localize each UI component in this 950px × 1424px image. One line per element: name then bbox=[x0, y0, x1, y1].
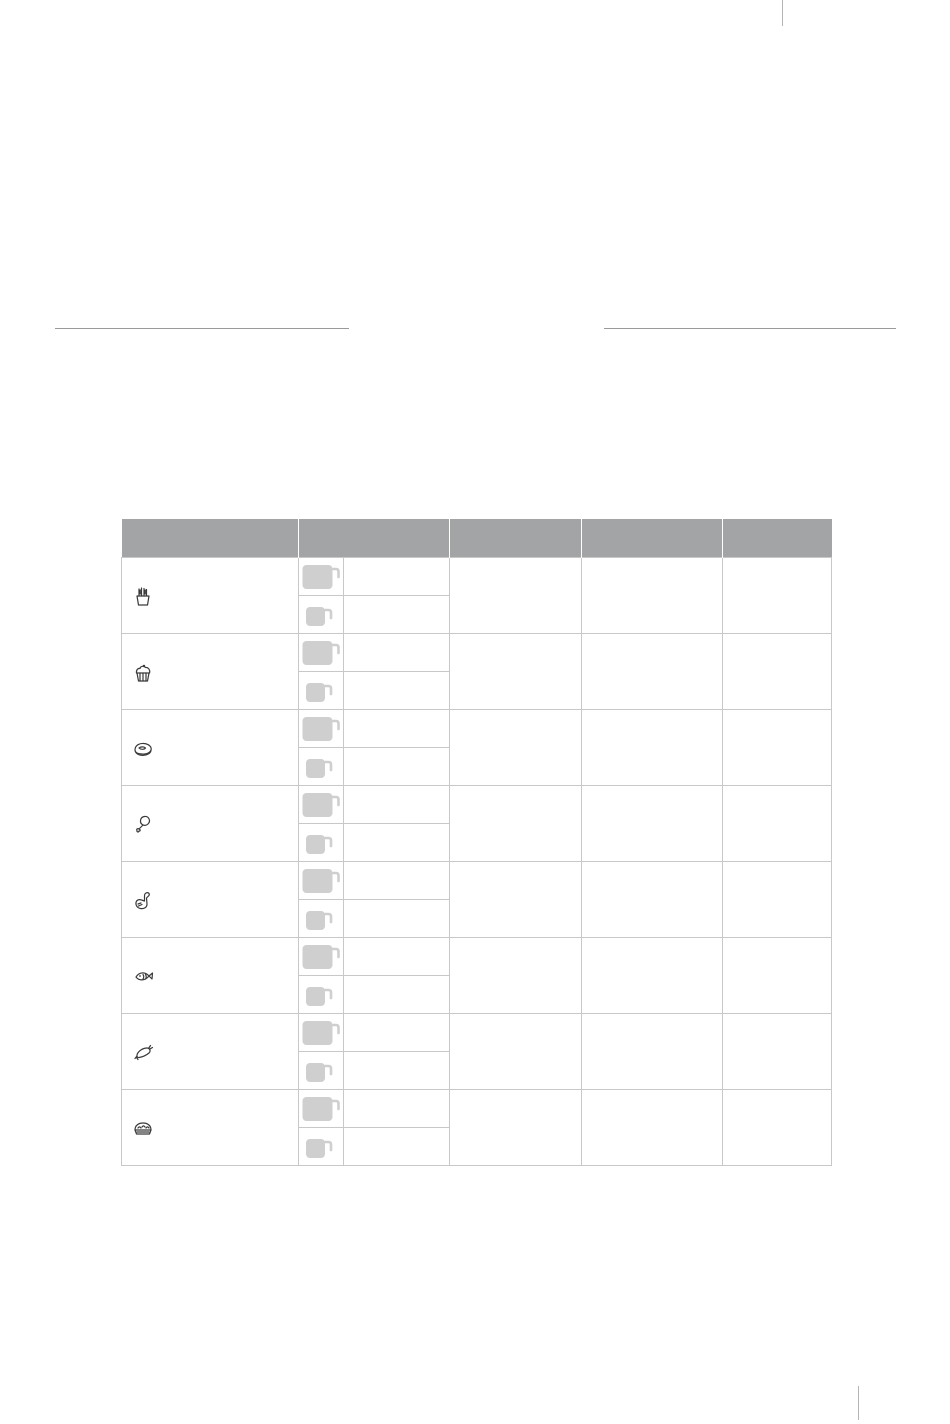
value-cell-4 bbox=[582, 710, 723, 786]
header-col-5 bbox=[723, 519, 832, 558]
value-cell-3 bbox=[450, 938, 582, 1014]
value-cell-4 bbox=[582, 1014, 723, 1090]
value-cell-5 bbox=[723, 710, 832, 786]
top-vertical-rule bbox=[782, 0, 783, 26]
value-cell-5 bbox=[723, 862, 832, 938]
value-cell-5 bbox=[723, 1090, 832, 1166]
food-cell bbox=[122, 634, 299, 710]
value-cell-3 bbox=[450, 1090, 582, 1166]
value-cell-4 bbox=[582, 938, 723, 1014]
small-basket-icon bbox=[299, 672, 344, 710]
sausage-icon bbox=[132, 1041, 298, 1063]
food-cell bbox=[122, 938, 299, 1014]
header-col-4 bbox=[582, 519, 723, 558]
pie-icon bbox=[132, 1117, 298, 1139]
table-row bbox=[122, 938, 832, 976]
large-basket-icon bbox=[299, 786, 344, 824]
cooking-guide-table bbox=[121, 519, 832, 1166]
small-basket-icon bbox=[299, 596, 344, 634]
value-cell-5 bbox=[723, 558, 832, 634]
value-cell-4 bbox=[582, 1090, 723, 1166]
large-basket-icon bbox=[299, 710, 344, 748]
small-basket-icon bbox=[299, 1052, 344, 1090]
fries-icon bbox=[132, 585, 298, 607]
value-cell-5 bbox=[723, 1014, 832, 1090]
food-cell bbox=[122, 1090, 299, 1166]
value-cell-3 bbox=[450, 1014, 582, 1090]
table-row bbox=[122, 1090, 832, 1128]
page-number-rule bbox=[858, 1386, 859, 1420]
value-cell-4 bbox=[582, 786, 723, 862]
accessory-value-cell bbox=[344, 900, 450, 938]
table-row bbox=[122, 558, 832, 596]
value-cell-3 bbox=[450, 634, 582, 710]
large-basket-icon bbox=[299, 634, 344, 672]
large-basket-icon bbox=[299, 862, 344, 900]
large-basket-icon bbox=[299, 1014, 344, 1052]
small-basket-icon bbox=[299, 900, 344, 938]
value-cell-4 bbox=[582, 558, 723, 634]
header-accessory bbox=[299, 519, 450, 558]
header-col-3 bbox=[450, 519, 582, 558]
small-basket-icon bbox=[299, 1128, 344, 1166]
accessory-value-cell bbox=[344, 634, 450, 672]
value-cell-5 bbox=[723, 634, 832, 710]
accessory-value-cell bbox=[344, 596, 450, 634]
value-cell-3 bbox=[450, 710, 582, 786]
accessory-value-cell bbox=[344, 786, 450, 824]
section-divider-right bbox=[604, 328, 896, 329]
table-row bbox=[122, 634, 832, 672]
accessory-value-cell bbox=[344, 824, 450, 862]
accessory-value-cell bbox=[344, 558, 450, 596]
value-cell-4 bbox=[582, 634, 723, 710]
accessory-value-cell bbox=[344, 748, 450, 786]
chicken-drumstick-icon bbox=[132, 813, 298, 835]
large-basket-icon bbox=[299, 558, 344, 596]
steak-icon bbox=[132, 737, 298, 759]
value-cell-3 bbox=[450, 786, 582, 862]
value-cell-4 bbox=[582, 862, 723, 938]
accessory-value-cell bbox=[344, 1128, 450, 1166]
food-cell bbox=[122, 786, 299, 862]
header-food bbox=[122, 519, 299, 558]
accessory-value-cell bbox=[344, 976, 450, 1014]
table-row bbox=[122, 1014, 832, 1052]
small-basket-icon bbox=[299, 976, 344, 1014]
food-cell bbox=[122, 558, 299, 634]
large-basket-icon bbox=[299, 1090, 344, 1128]
value-cell-3 bbox=[450, 862, 582, 938]
duck-icon bbox=[132, 889, 298, 911]
value-cell-3 bbox=[450, 558, 582, 634]
value-cell-5 bbox=[723, 938, 832, 1014]
food-cell bbox=[122, 1014, 299, 1090]
small-basket-icon bbox=[299, 824, 344, 862]
accessory-value-cell bbox=[344, 938, 450, 976]
accessory-value-cell bbox=[344, 1090, 450, 1128]
accessory-value-cell bbox=[344, 1052, 450, 1090]
accessory-value-cell bbox=[344, 862, 450, 900]
food-cell bbox=[122, 862, 299, 938]
food-cell bbox=[122, 710, 299, 786]
accessory-value-cell bbox=[344, 710, 450, 748]
fish-icon bbox=[132, 965, 298, 987]
large-basket-icon bbox=[299, 938, 344, 976]
table-row bbox=[122, 710, 832, 748]
table-header-row bbox=[122, 519, 832, 558]
table-row bbox=[122, 862, 832, 900]
table-row bbox=[122, 786, 832, 824]
section-divider-left bbox=[55, 328, 349, 329]
accessory-value-cell bbox=[344, 1014, 450, 1052]
small-basket-icon bbox=[299, 748, 344, 786]
value-cell-5 bbox=[723, 786, 832, 862]
muffin-icon bbox=[132, 661, 298, 683]
accessory-value-cell bbox=[344, 672, 450, 710]
